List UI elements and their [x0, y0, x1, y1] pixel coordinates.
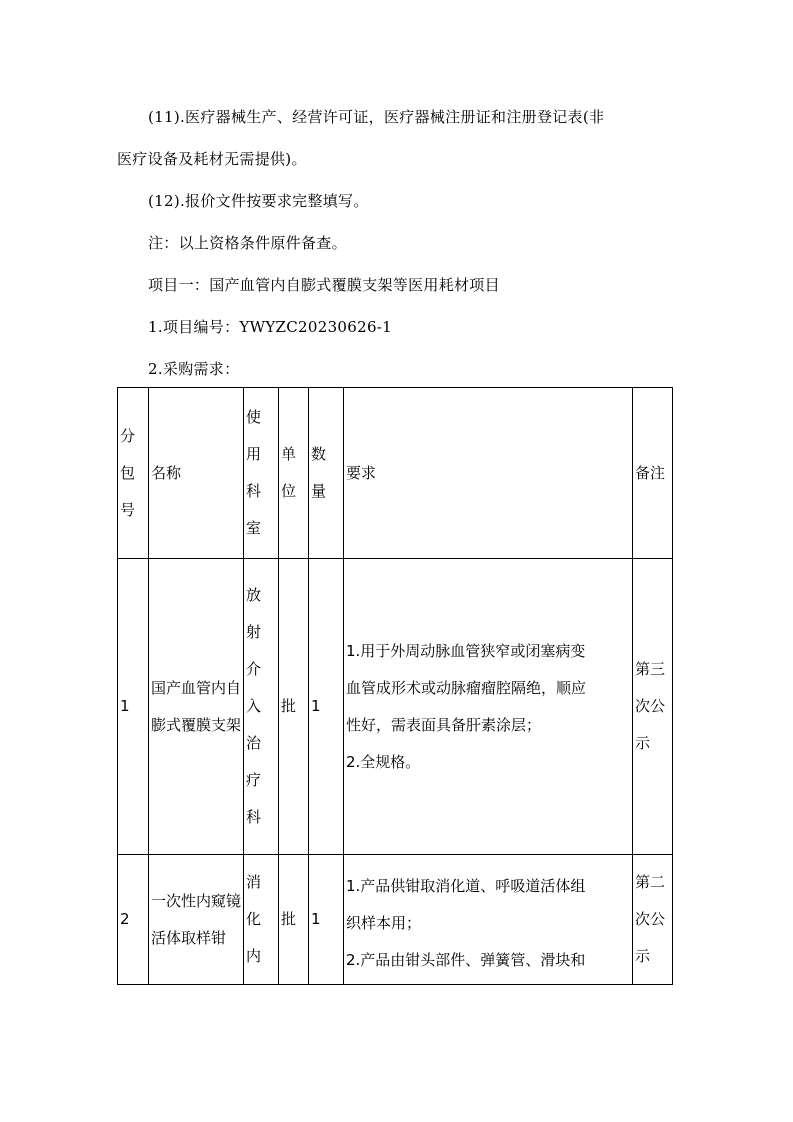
cell-unit: 批	[279, 559, 309, 855]
requirement-line: 2.全规格。	[346, 752, 421, 771]
procurement-heading: 2.采购需求：	[148, 360, 240, 378]
cell-unit: 批	[279, 855, 309, 985]
header-requirements: 要求	[344, 388, 633, 559]
requirement-line: 1.产品供钳取消化道、呼吸道活体组	[346, 877, 586, 895]
requirement-line: 织样本用；	[346, 914, 422, 932]
requirement-line: 性好，需表面具备肝素涂层；	[346, 715, 542, 734]
cell-department: 消化内	[244, 855, 279, 985]
project-number: 1.项目编号：YWYZC20230626-1	[148, 318, 392, 336]
cell-requirements	[344, 559, 633, 855]
project-title: 项目一：国产血管内自膨式覆膜支架等医用耗材项目	[148, 276, 500, 294]
requirement-line: 血管成形术或动脉瘤瘤腔隔绝，顺应	[346, 678, 587, 697]
requirement-line: 1.用于外周动脉血管狭窄或闭塞病变	[346, 641, 586, 660]
cell-package-no: 1	[118, 559, 149, 855]
cell-package-no: 2	[118, 855, 149, 985]
table-row	[118, 855, 673, 985]
header-department: 使用科室	[244, 388, 279, 559]
table-row	[118, 559, 673, 855]
cell-requirements	[344, 855, 633, 985]
header-quantity: 数量	[309, 388, 344, 559]
cell-name: 一次性内窥镜活体取样钳	[149, 855, 244, 985]
header-package-no: 分包号	[118, 388, 149, 559]
requirement-line: 2.产品由钳头部件、弹簧管、滑块和	[346, 951, 586, 969]
table-header-row	[118, 388, 673, 559]
cell-remarks: 第二次公示	[633, 855, 673, 985]
header-unit: 单位	[279, 388, 309, 559]
note-text: 注：以上资格条件原件备查。	[148, 234, 347, 252]
paragraph-item-11-line2: 医疗设备及耗材无需提供)。	[117, 150, 307, 168]
cell-quantity: 1	[309, 559, 344, 855]
cell-remarks: 第三次公示	[633, 559, 673, 855]
paragraph-item-11-line1: (11).医疗器械生产、经营许可证，医疗器械注册证和注册登记表(非	[148, 108, 605, 126]
header-remarks: 备注	[633, 388, 673, 559]
procurement-table	[117, 387, 673, 985]
header-name: 名称	[149, 388, 244, 559]
paragraph-item-12: (12).报价文件按要求完整填写。	[148, 192, 369, 210]
cell-department: 放射介入治疗科	[244, 559, 279, 855]
cell-quantity: 1	[309, 855, 344, 985]
cell-name: 国产血管内自膨式覆膜支架	[149, 559, 244, 855]
